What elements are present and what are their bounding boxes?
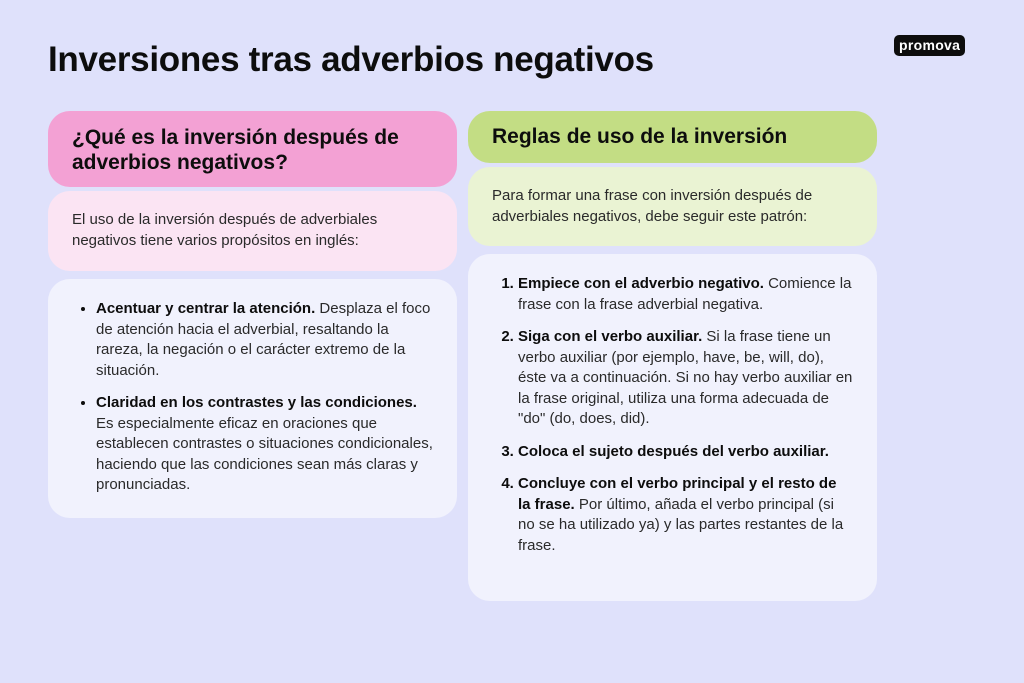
list-item-title: Siga con el verbo auxiliar. — [518, 328, 703, 345]
list-item-text: Por último, añada el verbo principal (si no se ha utilizado ya) y las partes restantes de la frase. — [518, 495, 844, 554]
list-item-text: Es especialmente eficaz en oraciones que establecen contrastes o situaciones condicionales, haciendo que las condiciones sean más claras y pronunciadas. — [96, 414, 433, 493]
right-intro: Para formar una frase con inversión después de adverbiales negativos, debe seguir este patrón: — [492, 187, 813, 225]
list-item-title: Acentuar y centrar la atención. — [96, 300, 316, 317]
left-list-card — [48, 279, 457, 518]
list-item — [518, 327, 853, 430]
list-item — [96, 393, 433, 496]
list-item — [96, 299, 433, 381]
list-item-text: Si la frase tiene un verbo auxiliar (por ejemplo, have, be, will, do), éste va a continuación. Si no hay verbo auxiliar en la frase original, utiliza una forma adecuada de "do" (do, does, did). — [518, 328, 853, 427]
list-item-title: Claridad en los contrastes y las condiciones. — [96, 394, 417, 411]
list-item — [518, 442, 853, 463]
list-item-title: Empiece con el adverbio negativo. — [518, 275, 764, 292]
promova-logo: promova — [894, 35, 965, 56]
list-item-text: Comience la frase con la frase adverbial negativa. — [518, 275, 852, 313]
left-heading-card — [48, 111, 457, 187]
left-intro: El uso de la inversión después de adverbiales negativos tiene varios propósitos en inglés: — [72, 211, 378, 249]
list-item — [518, 474, 853, 556]
rules-list — [494, 274, 853, 556]
left-intro-card — [48, 191, 457, 271]
list-item-title: Concluye con el verbo principal y el resto de la frase. — [518, 475, 837, 513]
list-item-text: Desplaza el foco de atención hacia el adverbial, resaltando la rareza, la negación o el carácter extremo de la situación. — [96, 300, 431, 379]
list-item-title: Coloca el sujeto después del verbo auxiliar. — [518, 442, 829, 460]
right-heading-card — [468, 111, 877, 163]
right-list-card — [468, 254, 877, 601]
list-item — [518, 274, 853, 315]
left-heading: ¿Qué es la inversión después de adverbios negativos? — [72, 126, 399, 174]
purpose-list — [72, 299, 433, 496]
right-heading: Reglas de uso de la inversión — [492, 125, 788, 148]
right-intro-card — [468, 167, 877, 246]
page-title: Inversiones tras adverbios negativos — [48, 40, 654, 79]
